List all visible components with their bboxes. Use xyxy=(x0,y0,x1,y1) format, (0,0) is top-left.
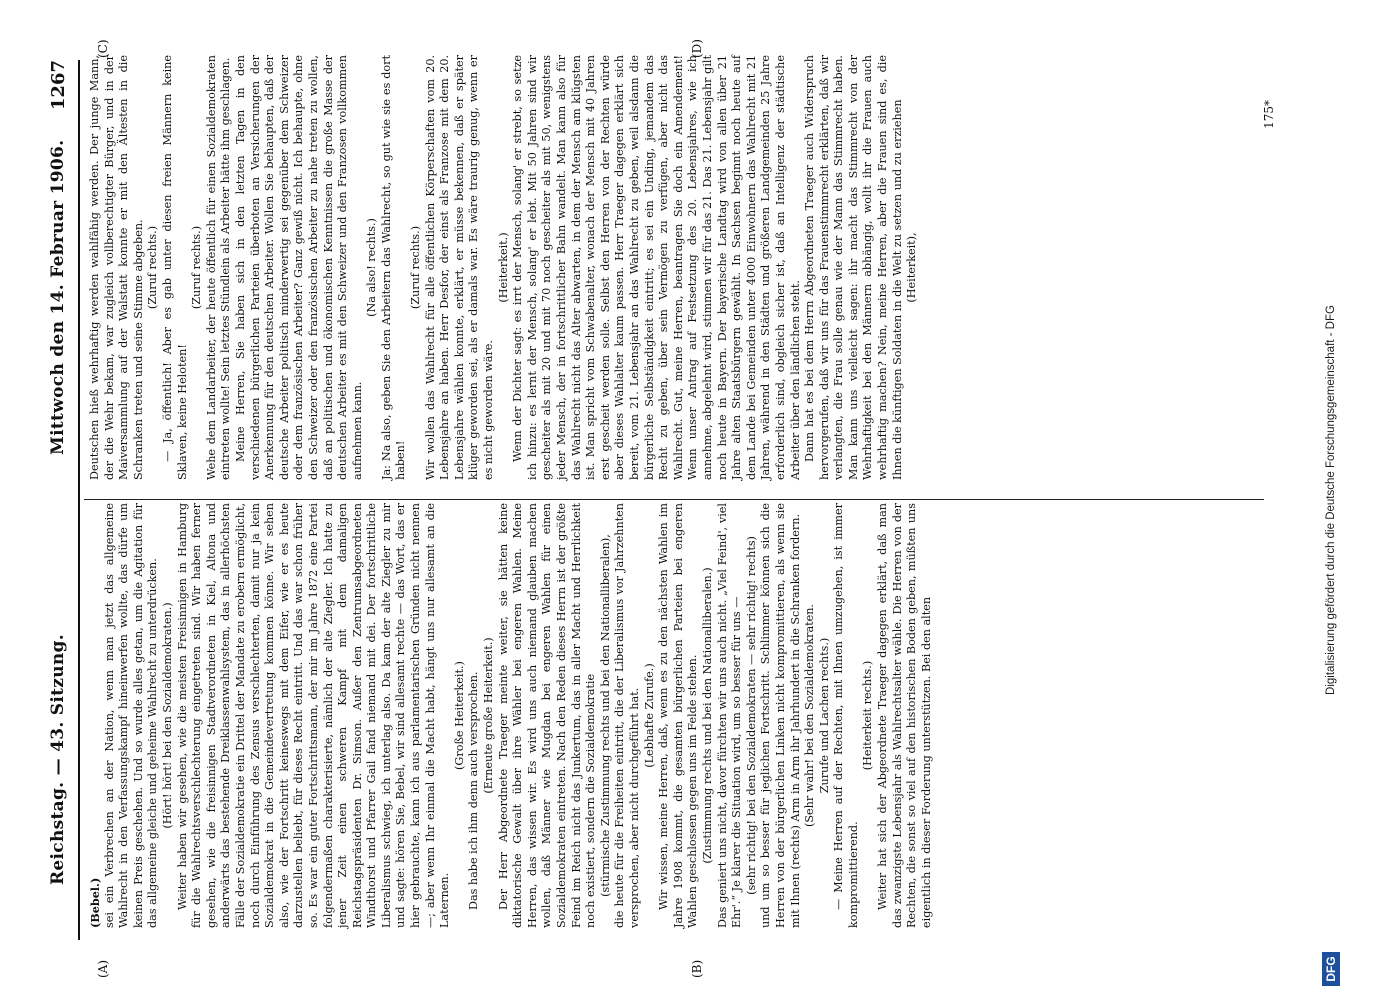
paragraph: Der Herr Abgeordnete Traeger meinte weiter, sie hätten keine diktatorische Gewalt über ihre Wähler bei engeren Wahlen. Meine Herren, das wissen wir. Es wird uns auch niemand glauben machen wollen, daß Männer wie Mugdan bei engeren Wahlen für einen Sozialdemokraten eintreten. Nach den Reden dieses Herrn ist der größte Feind im Reich nicht das Junkertum, das in aller Macht und Herrlichkeit noch existiert, sondern die Sozialdemokratie xyxy=(496,503,598,928)
dfg-logo: DFG xyxy=(1322,952,1340,986)
paragraph: Wir wollen das Wahlrecht für alle öffentlichen Körperschaften vom 20. Lebensjahre an haben. Herr Desfor, der einst als Franzose mit dem 20. Lebensjahre wählen konnte, erklärt, er müsse bekennen, daß er später klüger geworden sei, als er damals war. Es wäre traurig genug, wenn er es nicht geworden wäre. xyxy=(423,55,496,480)
paragraph: — Meine Herren auf der Rechten, mit Ihnen umzugehen, ist immer kompromittierend. xyxy=(832,503,860,928)
digitization-note: Digitalisierung gefördert durch die Deutsche Forschungsgemeinschaft - DFG xyxy=(1325,305,1337,695)
interjection: (stürmische Zustimmung rechts und bei den Nationalliberalen), xyxy=(598,534,612,897)
interjection: (Heiterkeit), xyxy=(905,232,919,303)
margin-mark-b: (B) xyxy=(690,959,704,978)
interjection: Zurufe und Lachen rechts.) xyxy=(817,637,831,794)
interjection: (Lebhafte Zurufe.) xyxy=(642,663,656,768)
paragraph: Wehe dem Landarbeiter, der heute öffentlich für einen Sozialdemokraten eintreten wollte! Sein letztes Stündlein als Arbeiter hätte ihm geschlagen. xyxy=(204,55,233,480)
interjection: (Große Heiterkeit.) xyxy=(452,661,466,770)
interjection: (Na also! rechts.) xyxy=(365,218,379,317)
paragraph: Das geniert uns nicht, davor fürchten wir uns auch nicht. „Viel Feind', viel Ehr'.“ Je klarer die Situation wird, um so besser für uns — xyxy=(715,503,744,928)
paragraph: die heute für die Freiheiten eintritt, die der Liberalismus vor Jahrzehnten versprochen, aber nicht durchgeführt hat. xyxy=(613,503,641,928)
paragraph: — Ja, öffentlich! Aber es gab unter diesen freien Männern keine Sklaven, keine Heloten! xyxy=(160,55,189,480)
header-date: Mittwoch den 14. Februar 1906. xyxy=(48,139,68,455)
interjection: (Zuruf rechts.) xyxy=(146,225,160,310)
speaker-label: (Bebel.) xyxy=(88,877,102,928)
page-header xyxy=(48,40,76,960)
interjection: (Sehr wahr! bei den Sozialdemokraten. xyxy=(803,604,817,827)
header-session: Reichstag. — 43. Sitzung. xyxy=(48,634,68,885)
paragraph: Wenn der Dichter sagt: es irrt der Mensch, solang' er strebt, so setze ich hinzu: es lernt der Mensch, solang' er lebt. Mit 50 Jahren sind wir gescheiter als mit 20 und mit 70 noch gescheiter als mit 50, wenigstens jeder Mensch, der in fortschrittlicher Bahn wandelt. Man kann also für das Wahlrecht nicht das Alter abwarten, in dem der Mensch am klügsten ist. Man spricht vom Schwabenalter, wonach der Mensch mit 40 Jahren erst gescheit werden solle. Selbst den Herren von der Rechten würde aber dieses Wahlalter kaum passen. Herr Traeger dagegen erklärt sich bereit, vom 21. Lebensjahr an das Wahlrecht zu geben, weil alsdann die bürgerliche Selbständigkeit eintritt; es sei ein Unding, jemandem das Recht zu geben, über sein Vermögen zu verfügen, aber nicht das Wahlrecht. Gut, meine Herren, beantragen Sie doch ein Amendement! Wenn unser Antrag auf Festsetzung des 20. Lebensjahres, wie ich annehme, abgelehnt wird, stimmen wir für das 21. Das 21. Lebensjahr gilt noch heute in Bayern. Der bayerische Landtag wird von allen über 21 Jahre alten Staatsbürgern gewählt. In Sachsen beginnt noch heute auf dem Lande bei Gemeinden unter 4000 Einwohnern das Wahlrecht mit 21 Jahren, während in den Städten und größeren Landgemeinden 25 Jahre erforderlich sind, obgleich sicher ist, daß an Intelligenz der städtische Arbeiter über den ländlichen steht. xyxy=(511,55,802,480)
header-rule xyxy=(78,60,80,940)
paragraph: Das habe ich ihm denn auch versprochen. xyxy=(467,671,481,910)
paragraph: Meine Herren, Sie haben sich in den letzten Tagen in den verschiedenen bürgerlichen Parteien überboten an Versicherungen der Anerkennung für den deutschen Arbeiter. Wollen Sie behaupten, daß der deutsche Arbeiter politisch minderwertig sei gegenüber dem Schweizer oder dem französischen Arbeiter? Ganz gewiß nicht. Ich behaupte, ohne den Schweizer oder den französischen Arbeiter zu nahe treten zu wollen, daß an politischen und ökonomischen Kenntnissen die große Masse der deutschen Arbeiter es mit den Schweizer und den Franzosen vollkommen aufnehmen kann. xyxy=(233,55,364,480)
paragraph: Dann hat es bei dem Herrn Abgeordneten Traeger auch Widerspruch hervorgerufen, daß wir uns für das Frauenstimmrecht erklärten, daß wir verlangten, die Frau solle genau wie der Mann das Stimmrecht haben. Man kann uns vielleicht sagen: ihr macht das Stimmrecht von der Wehrhaftigkeit bei den Männern abhängig, wollt ihr die Frauen auch wehrhaftig machen? Nein, meine Herren, aber die Frauen sind es, die Ihnen die künftigen Soldaten in die Welt zu setzen und zu erziehen xyxy=(803,55,904,480)
paragraph: Deutschen hieß wehrhaftig werden wahlfähig werden. Der junge Mann, der die Wehr bekam, war zugleich vollberechtigter Bürger, und in der Maiversammlung auf der Walstatt konnte er mit den Ältesten in die Schranken treten und seine Stimme abgeben. xyxy=(88,55,145,480)
paragraph: sei ein Verbrechen an der Nation, wenn man jetzt das allgemeine Wahlrecht in den Verfassungskampf hineinwerfen wollte, das dürfe um keinen Preis geschehen. Und so wurde alles getan, um die Agitation für das allgemeine gleiche und geheime Wahlrecht zu unterdrücken. xyxy=(102,503,160,928)
margin-mark-a: (A) xyxy=(96,959,110,978)
paragraph: und um so besser für jeglichen Fortschritt. Schlimmer können sich die Herren von der bürgerlichen Linken nicht kompromittieren, als wenn sie mit Ihnen (rechts) Arm in Arm ihr Jahrhundert in die Schranken fordern. xyxy=(759,503,802,928)
paragraph: Weiter hat sich der Abgeordnete Traeger dagegen erklärt, daß man das zwanzigste Lebensjahr als Wahlrechtsalter wähle. Die Herren von der Rechten, die sonst so viel auf den historischen Boden geben, müßten uns eigentlich in dieser Forderung unterstützen. Bei den alten xyxy=(876,503,933,928)
margin-mark-d: (D) xyxy=(690,39,704,58)
interjection: (Zuruf rechts.) xyxy=(409,225,423,310)
left-column xyxy=(88,503,934,928)
page-footer-number: 175* xyxy=(1262,100,1276,129)
paragraph: Wir wissen, meine Herren, daß, wenn es zu den nächsten Wahlen im Jahre 1908 kommt, die gesamten bürgerlichen Parteien bei engeren Wahlen geschlossen gegen uns im Felde stehen. xyxy=(657,503,700,928)
interjection: (sehr richtig! bei den Sozialdemokraten — sehr richtig! rechts) xyxy=(744,536,758,895)
interjection: (Hört! hört! bei den Sozialdemokraten.) xyxy=(160,602,174,829)
interjection: (Zustimmung rechts und bei den Nationalliberalen.) xyxy=(700,567,714,864)
right-column xyxy=(88,55,920,480)
column-divider xyxy=(84,499,1264,500)
interjection: (Heiterkeit.) xyxy=(496,232,510,303)
paragraph: Ja: Na also, geben Sie den Arbeitern das Wahlrecht, so gut wie sie es dort haben! xyxy=(379,55,408,480)
interjection: (Zuruf rechts.) xyxy=(190,225,204,310)
interjection: (Heiterkeit rechts.) xyxy=(861,660,875,771)
interjection: (Erneute große Heiterkeit.) xyxy=(482,637,496,794)
paragraph: Weiter haben wir gesehen, wie die meisten Freisinnigen in Hamburg für die Wahlrechtsverschlechterung eingetreten sind. Wir haben ferner gesehen, wie die freisinnigen Stadtverordneten in Kiel, Altona und anderwärts das bestehende Dreiklassenwahlsystem, das in allerhöchsten Fälle der Sozialdemokratie ein Drittel der Mandate zu erobern ermöglicht, noch durch Einführung des Zensus verschlechterten, damit nur ja kein Sozialdemokrat in die Gemeindevertretung kommen könne. Wir sehen also, wie der Fortschritt keineswegs mit dem Eifer, wie er es heute darzustellen beliebt, für dieses Recht eintritt. Und das war schon früher so. Es war ein guter Fortschrittsmann, der mir im Jahre 1872 eine Partei folgendermaßen charakterisierte, nämlich der alte Ziegler. Ich hatte zu jener Zeit einen schweren Kampf mit dem damaligen Reichstagspräsidenten Dr. Simson. Außer den Zentrumsabgeordneten Windthorst und Pfarrer Gail fand niemand mit dei. Der fortschrittliche Liberalismus schwieg, ich unterlag also. Da kam der alte Ziegler zu mir und sagte: hören Sie, Bebel, wir sind allesamt rechte — das Wort, das er hier gebrauchte, kann ich aus parlamentarischen Gründen nicht nennen —; aber wenn Ihr einmal die Macht habt, hängt uns nur allesamt an die Laternen. xyxy=(175,503,452,928)
header-page-number: 1267 xyxy=(48,60,69,111)
margin-mark-c: (C) xyxy=(96,39,110,58)
